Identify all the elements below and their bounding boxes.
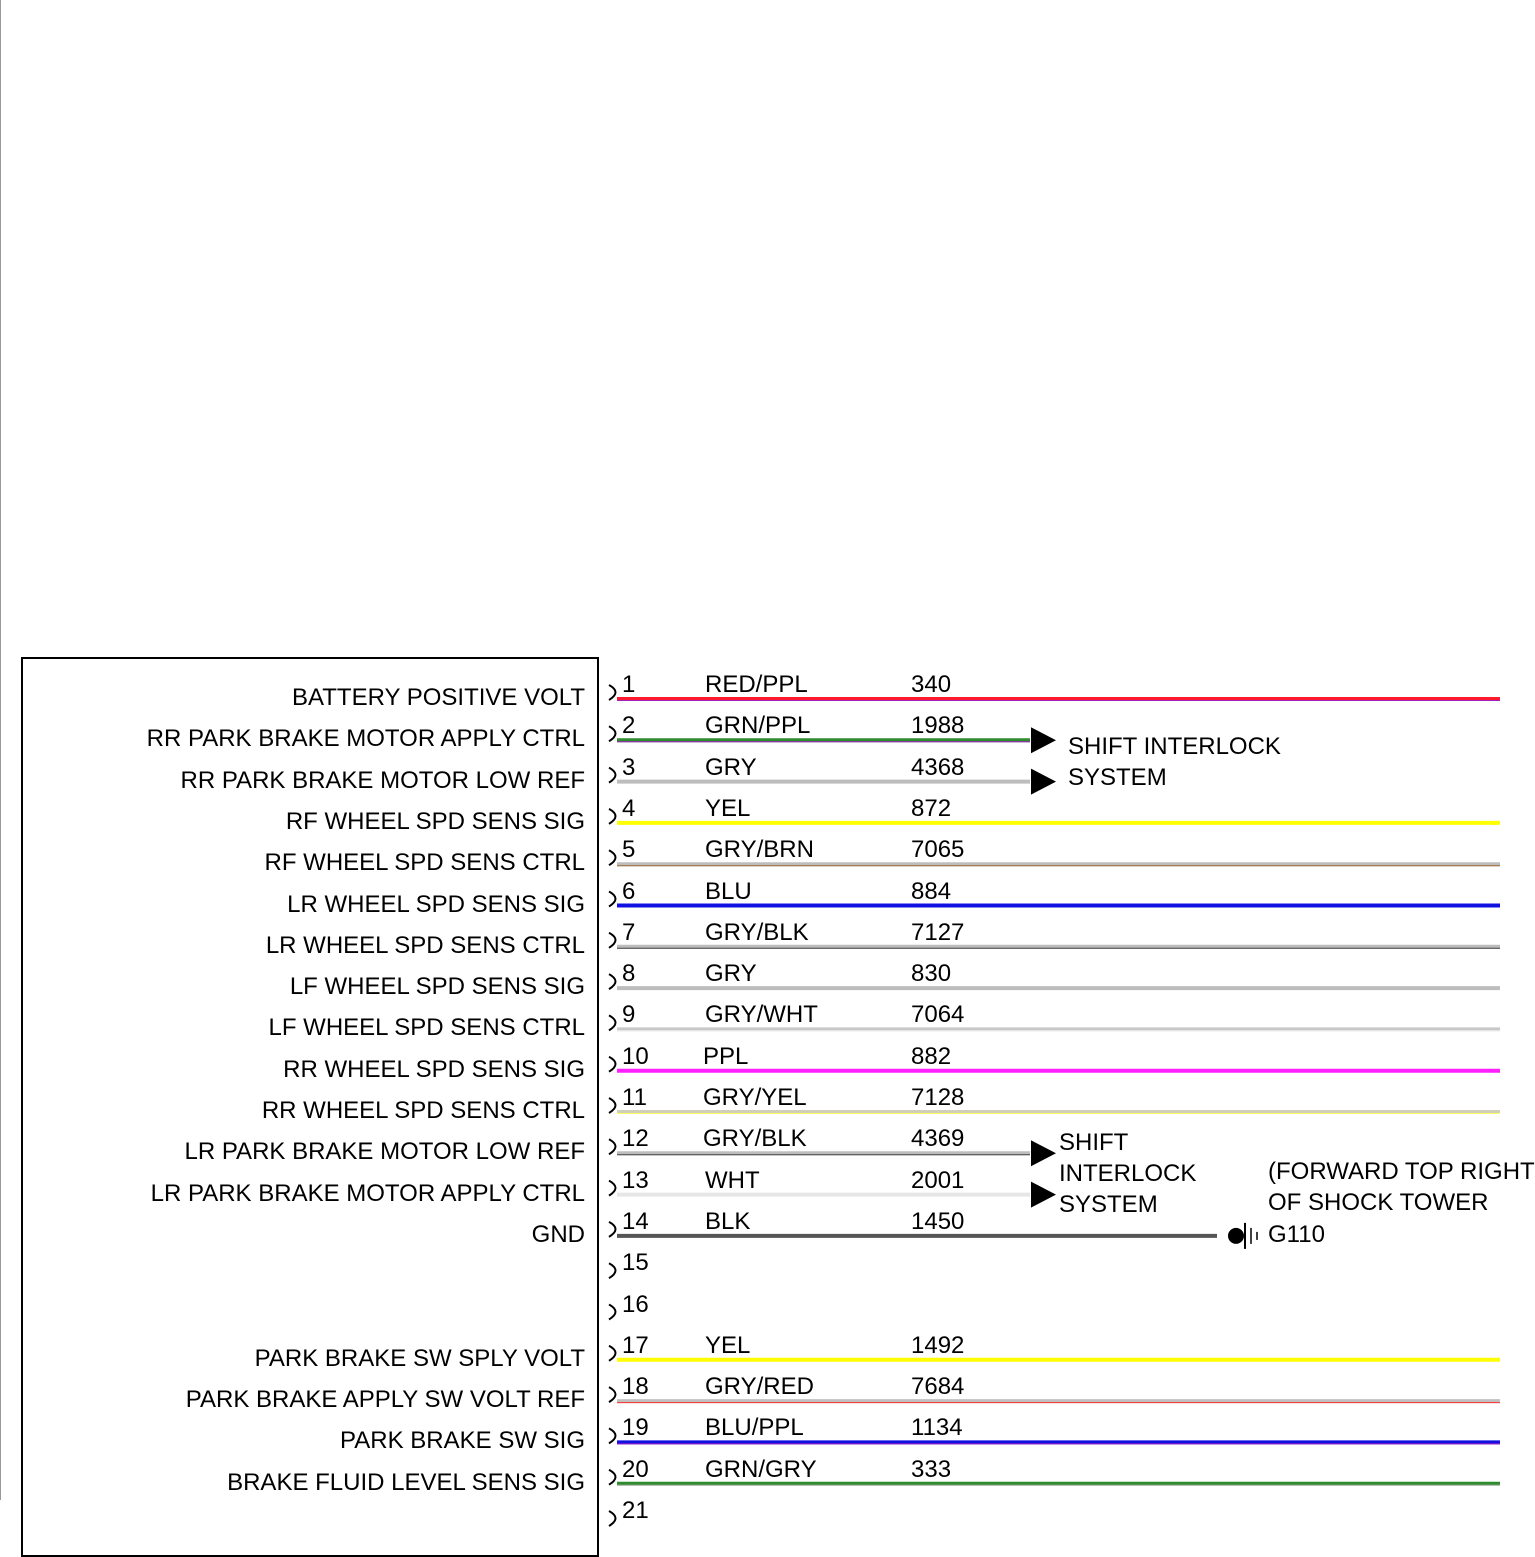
pin-number: 16 [622,1290,649,1318]
signal-label: RR WHEEL SPD SENS CTRL [261,1097,585,1124]
pin-number: 18 [622,1373,649,1401]
pin-number: 15 [622,1249,649,1277]
connector-socket-10 [609,1057,616,1072]
wire-color-code: GRY/BLK [705,918,809,946]
signal-label: GND [531,1220,585,1248]
ground-junction-dot [1228,1228,1244,1244]
signal-label: RR PARK BRAKE MOTOR LOW REF [180,766,585,794]
ground-name: G110 [1268,1220,1325,1248]
circuit-number: 1492 [911,1331,965,1359]
wire-color-code: GRY [705,960,757,988]
wire-color-code: YEL [705,1331,751,1359]
circuit-number: 1988 [911,712,965,740]
signal-label: PARK BRAKE SW SPLY VOLT [254,1344,585,1372]
ground-location: (FORWARD TOP RIGHT [1268,1157,1535,1185]
ground-location: OF SHOCK TOWER [1268,1188,1489,1216]
signal-label: BATTERY POSITIVE VOLT [292,684,585,711]
signal-label: LR PARK BRAKE MOTOR LOW REF [184,1138,585,1166]
connector-socket-13 [609,1181,616,1196]
pin-number: 19 [622,1414,649,1442]
circuit-number: 7128 [911,1084,965,1111]
circuit-number: 2001 [911,1166,965,1194]
wire-color-code: BLU/PPL [705,1414,804,1442]
pin-number: 7 [622,918,636,946]
wire-color-code: WHT [705,1166,760,1194]
pin-number: 10 [622,1042,649,1070]
connector-socket-15 [609,1263,616,1278]
pin-number: 3 [622,753,636,781]
destination-label: SYSTEM [1059,1191,1158,1219]
destination-label: SHIFT INTERLOCK [1068,733,1281,761]
circuit-number: 7065 [911,836,965,864]
pin-number: 13 [622,1166,649,1194]
signal-label: LF WHEEL SPD SENS CTRL [268,1014,585,1042]
connector-socket-3 [609,768,616,783]
pin-number: 17 [622,1331,649,1359]
wire-color-code: GRN/PPL [705,712,811,740]
wire-color-code: BLU [705,877,752,905]
connector-socket-12 [609,1139,616,1154]
destination-label: SHIFT [1059,1129,1129,1157]
circuit-number: 340 [911,671,952,698]
circuit-number: 872 [911,794,952,822]
connector-socket-2 [609,726,616,741]
pin-number: 5 [622,836,636,864]
wire-color-code: GRY/WHT [705,1001,818,1029]
connector-socket-9 [609,1015,616,1030]
circuit-number: 7127 [911,918,965,946]
circuit-number: 884 [911,877,952,905]
pin-number: 1 [622,671,636,698]
wire-color-code: BLK [705,1207,751,1235]
destination-arrow-13 [1031,1182,1056,1208]
circuit-number: 1134 [911,1414,963,1442]
circuit-number: 4369 [911,1125,965,1153]
wire-color-code: GRY [705,753,757,781]
pin-number: 21 [622,1497,649,1524]
destination-arrow-2 [1031,727,1056,753]
connector-socket-6 [609,892,616,907]
signal-label: LR WHEEL SPD SENS CTRL [265,931,585,959]
circuit-number: 7684 [911,1373,965,1401]
destination-arrow-3 [1031,769,1056,795]
connector-socket-19 [609,1428,616,1443]
circuit-number: 4368 [911,753,965,781]
signal-label: RR PARK BRAKE MOTOR APPLY CTRL [146,725,585,753]
connector-socket-11 [609,1098,616,1113]
circuit-number: 882 [911,1042,952,1070]
connector-socket-17 [609,1346,616,1361]
destination-arrow-12 [1031,1140,1056,1166]
pin-number: 8 [622,960,636,988]
pin-number: 11 [622,1084,647,1111]
pin-number: 14 [622,1207,649,1235]
wire-color-code: GRN/GRY [705,1455,817,1483]
circuit-number: 7064 [911,1001,965,1029]
circuit-number: 830 [911,960,952,988]
pin-number: 20 [622,1455,649,1483]
wire-color-code: GRY/BLK [703,1125,807,1153]
connector-socket-14 [609,1222,616,1237]
wire-color-code: GRY/BRN [705,836,814,864]
connector-socket-18 [609,1387,616,1402]
signal-label: RF WHEEL SPD SENS SIG [285,807,585,835]
signal-label: PARK BRAKE SW SIG [340,1427,585,1455]
pin-number: 4 [622,794,636,822]
pin-number: 6 [622,877,636,905]
signal-label: RF WHEEL SPD SENS CTRL [264,849,585,877]
connector-socket-21 [609,1511,616,1526]
wire-color-code: RED/PPL [705,671,808,698]
signal-label: PARK BRAKE APPLY SW VOLT REF [185,1386,585,1414]
wire-color-code: GRY/RED [705,1373,814,1401]
destination-label: INTERLOCK [1059,1160,1197,1188]
destination-label: SYSTEM [1068,764,1167,792]
signal-label: BRAKE FLUID LEVEL SENS SIG [227,1468,585,1496]
pin-number: 9 [622,1001,636,1029]
wire-color-code: PPL [703,1042,749,1070]
pin-number: 2 [622,712,636,740]
connector-socket-20 [609,1470,616,1485]
wire-color-code: YEL [705,794,751,822]
signal-label: RR WHEEL SPD SENS SIG [283,1055,585,1083]
connector-socket-7 [609,933,616,948]
circuit-number: 1450 [911,1207,965,1235]
circuit-number: 333 [911,1455,952,1483]
connector-socket-5 [609,850,616,865]
connector-socket-8 [609,974,616,989]
connector-socket-1 [609,685,616,700]
connector-socket-16 [609,1305,616,1320]
pin-number: 12 [622,1125,649,1153]
signal-label: LF WHEEL SPD SENS SIG [289,973,585,1001]
wire-color-code: GRY/YEL [703,1084,807,1111]
signal-label: LR PARK BRAKE MOTOR APPLY CTRL [150,1179,585,1207]
signal-label: LR WHEEL SPD SENS SIG [287,890,585,918]
connector-socket-4 [609,809,616,824]
